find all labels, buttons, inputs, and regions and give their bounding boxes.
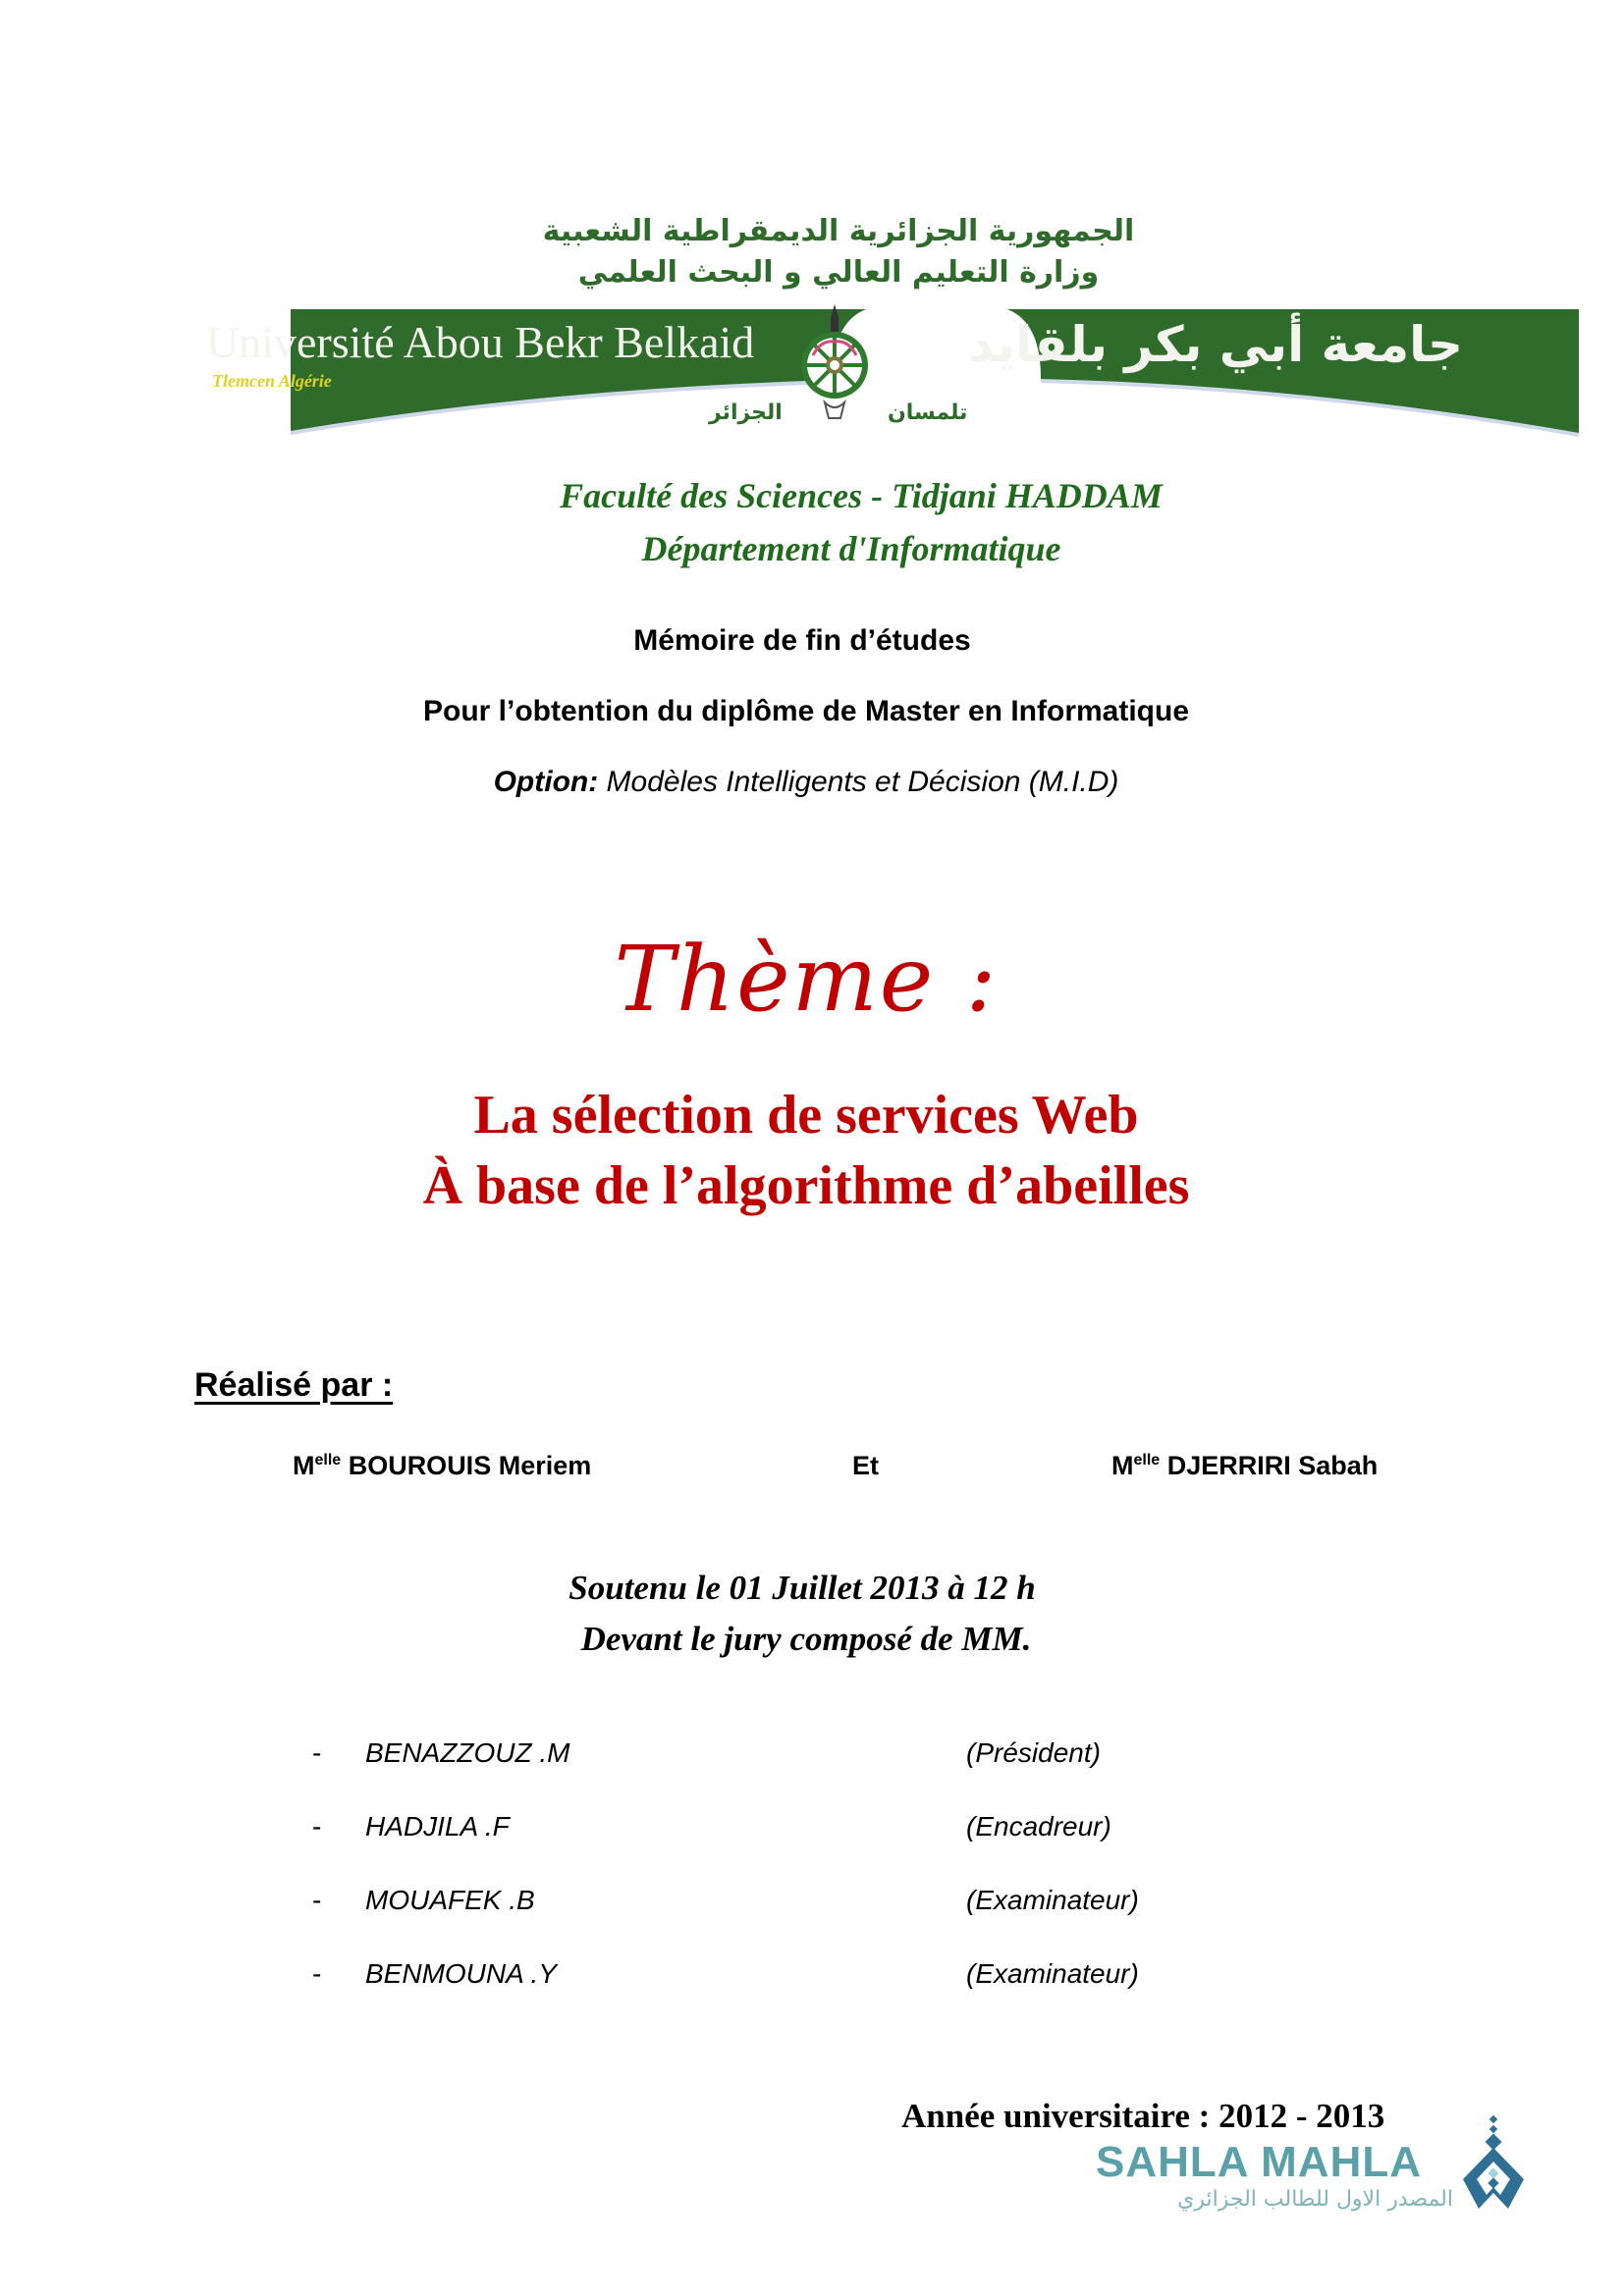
jury-member-row: [312, 1958, 1196, 1998]
watermark-tagline: المصدر الاول للطالب الجزائري: [1177, 2187, 1453, 2212]
student-2-name: DJERRIRI Sabah: [1160, 1451, 1379, 1480]
jury-member-name: MOUAFEK .B: [365, 1885, 535, 1915]
theme-label: Thème :: [614, 927, 999, 1032]
list-dash: -: [312, 1885, 322, 1915]
ministry-arabic-text: وزارة التعليم العالي و البحث العلمي: [577, 255, 1100, 290]
jury-member-name: BENAZZOUZ .M: [365, 1737, 570, 1768]
jury-member-row: [312, 1885, 1196, 1924]
jury-member-row: [312, 1811, 1196, 1850]
list-dash: -: [312, 1811, 322, 1842]
jury-member-role: (Examinateur): [966, 1885, 1139, 1915]
option-value: Modèles Intelligents et Décision (M.I.D): [598, 766, 1119, 798]
jury-member-name: BENMOUNA .Y: [365, 1958, 557, 1989]
student-2-honorific: M: [1111, 1451, 1134, 1480]
jury-member-role: (Examinateur): [966, 1958, 1139, 1989]
student-2-honorific-sup: elle: [1133, 1452, 1161, 1468]
university-location: Tlemcen Algérie: [212, 371, 332, 391]
university-name-arabic: جامعة أبي بكر بلقايد: [968, 316, 1463, 373]
list-dash: -: [312, 1958, 322, 1989]
jury-member-row: [312, 1737, 1196, 1777]
authors-heading: Réalisé par :: [194, 1366, 394, 1404]
university-name: Université Abou Bekr Belkaid: [206, 317, 755, 367]
student-2: [1111, 1451, 1378, 1481]
republic-arabic-text: الجمهورية الجزائرية الديمقراطية الشعبية: [542, 214, 1135, 248]
student-1-honorific-sup: elle: [314, 1452, 342, 1468]
algeria-arabic-text: الجزائر: [709, 400, 783, 425]
thesis-title-line-2: À base de l’algorithme d’abeilles: [422, 1155, 1190, 1216]
authors-connector: Et: [852, 1451, 879, 1480]
faculty-name: Faculté des Sciences - Tidjani HADDAM: [560, 476, 1163, 515]
thesis-title-line-1: La sélection de services Web: [473, 1085, 1139, 1146]
jury-intro: Devant le jury composé de MM.: [580, 1620, 1032, 1658]
list-dash: -: [312, 1737, 322, 1768]
jury-member-role: (Encadreur): [966, 1811, 1111, 1842]
student-1: [293, 1451, 591, 1481]
watermark-brand: SAHLA MAHLA: [1096, 2138, 1422, 2186]
tlemcen-arabic-text: تلمسان: [888, 400, 968, 425]
department-name: Département d'Informatique: [641, 529, 1061, 568]
university-banner: [194, 194, 1483, 440]
defense-date: Soutenu le 01 Juillet 2013 à 12 h: [568, 1569, 1036, 1607]
sahla-mahla-logo-icon: [1459, 2114, 1528, 2213]
student-1-honorific: M: [293, 1451, 315, 1480]
jury-member-role: (Président): [966, 1737, 1101, 1768]
option-text: [0, 766, 1618, 799]
degree-text: Pour l’obtention du diplôme de Master en Informatique: [422, 695, 1190, 727]
jury-member-name: HADJILA .F: [365, 1811, 510, 1842]
academic-year: Année universitaire : 2012 - 2013: [901, 2097, 1385, 2135]
university-emblem-icon: [795, 304, 874, 420]
memoir-type: Mémoire de fin d’études: [633, 624, 971, 657]
option-label: Option:: [493, 766, 599, 798]
student-1-name: BOUROUIS Meriem: [341, 1451, 592, 1480]
